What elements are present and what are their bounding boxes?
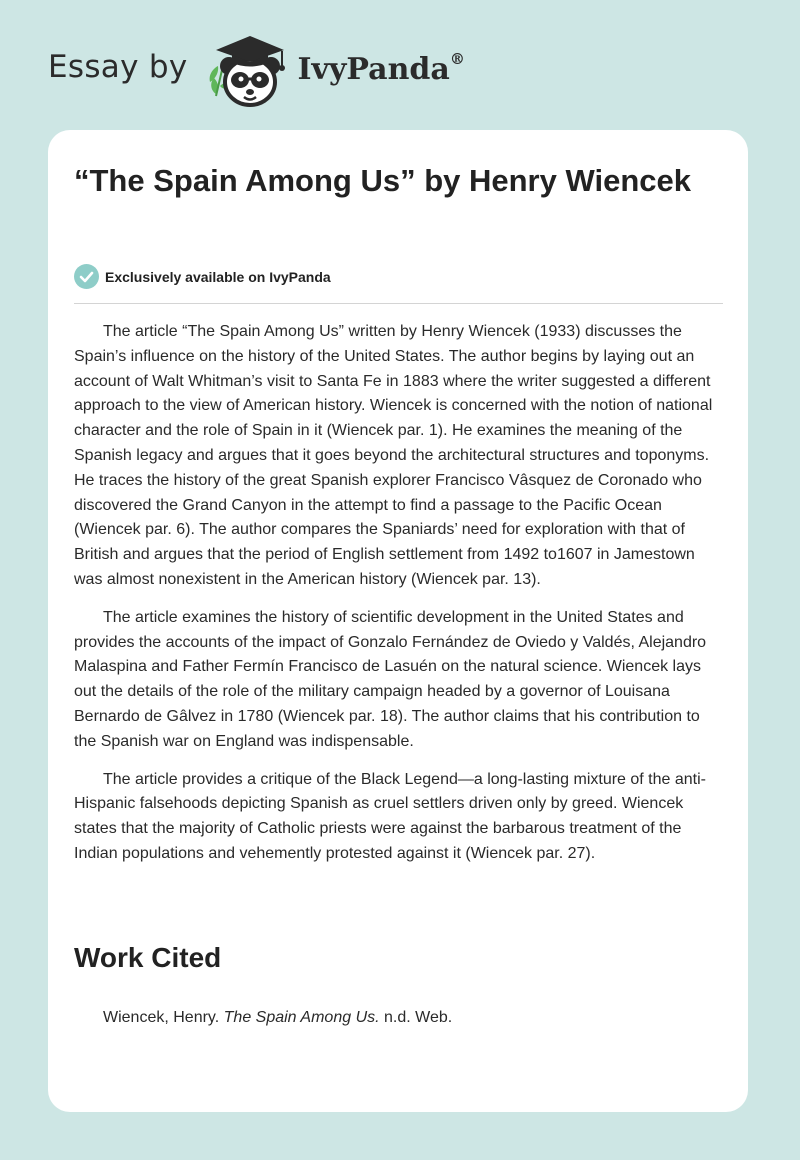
citation-work: The Spain Among Us. [223, 1009, 380, 1026]
essay-by-label: Essay by [48, 49, 188, 85]
citation-rest: n.d. Web. [384, 1009, 453, 1026]
paragraph-2: The article examines the history of scientific development in the United States and provides the accounts of the impact of Gonzalo Fernández de Oviedo y Valdés, Alejandro Malaspina and Father Fermín Francisco de Lasuén on the natural science. Wiencek lays out the details of the role of the military campaign headed by a governor of Louisana Bernardo de Gâlvez in 1780 (Wiencek par. 18). The author claims that his contribution to the Spanish war on England was indispensable. [74, 608, 707, 750]
brand-name: IvyPanda® [297, 49, 465, 87]
essay-title: “The Spain Among Us” by Henry Wiencek [74, 163, 691, 198]
paragraph-3: The article provides a critique of the Black Legend—a long-lasting mixture of the anti-Hispanic falsehoods depicting Spanish as cruel settlers driven only by greed. Wiencek states that the majority of Catholic priests were against the barbarous treatment of the Indian populations and vehemently protested against it (Wiencek par. 27). [74, 770, 706, 862]
citation-author: Wiencek, Henry. [103, 1009, 220, 1026]
essay-card [48, 130, 748, 1112]
paragraph-1: The article “The Spain Among Us” written by Henry Wiencek (1933) discusses the Spain’s influence on the history of the United States. The author begins by laying out an account of Walt Whitman’s visit to Santa Fe in 1883 where the writer suggested a different approach to the view of American history. Wiencek is concerned with the notion of national character and the role of Spain in it (Wiencek par. 1). He examines the meaning of the Spanish legacy and argues that it goes beyond the architectural structures and toponyms. He traces the history of the great Spanish explorer Francisco Vâsquez de Coronado who discovered the Grand Canyon in the attempt to find a passage to the Pacific Ocean (Wiencek par. 6). The author compares the Spaniards’ need for exploration with that of British and argues that the period of English settlement from 1492 to1607 in Jamestown was almost nonexistent in the American history (Wiencek par. 13). [74, 323, 713, 588]
essay-body [74, 320, 726, 880]
exclusive-badge-label: Exclusively available on IvyPanda [105, 268, 331, 285]
check-circle-icon [74, 264, 99, 289]
exclusive-badge [74, 264, 331, 289]
title-divider [74, 303, 723, 304]
works-cited-heading: Work Cited [74, 942, 222, 973]
trademark-symbol: ® [449, 49, 465, 68]
citation-entry [103, 1006, 452, 1030]
site-header [48, 30, 465, 110]
panda-graduate-icon [202, 30, 294, 110]
